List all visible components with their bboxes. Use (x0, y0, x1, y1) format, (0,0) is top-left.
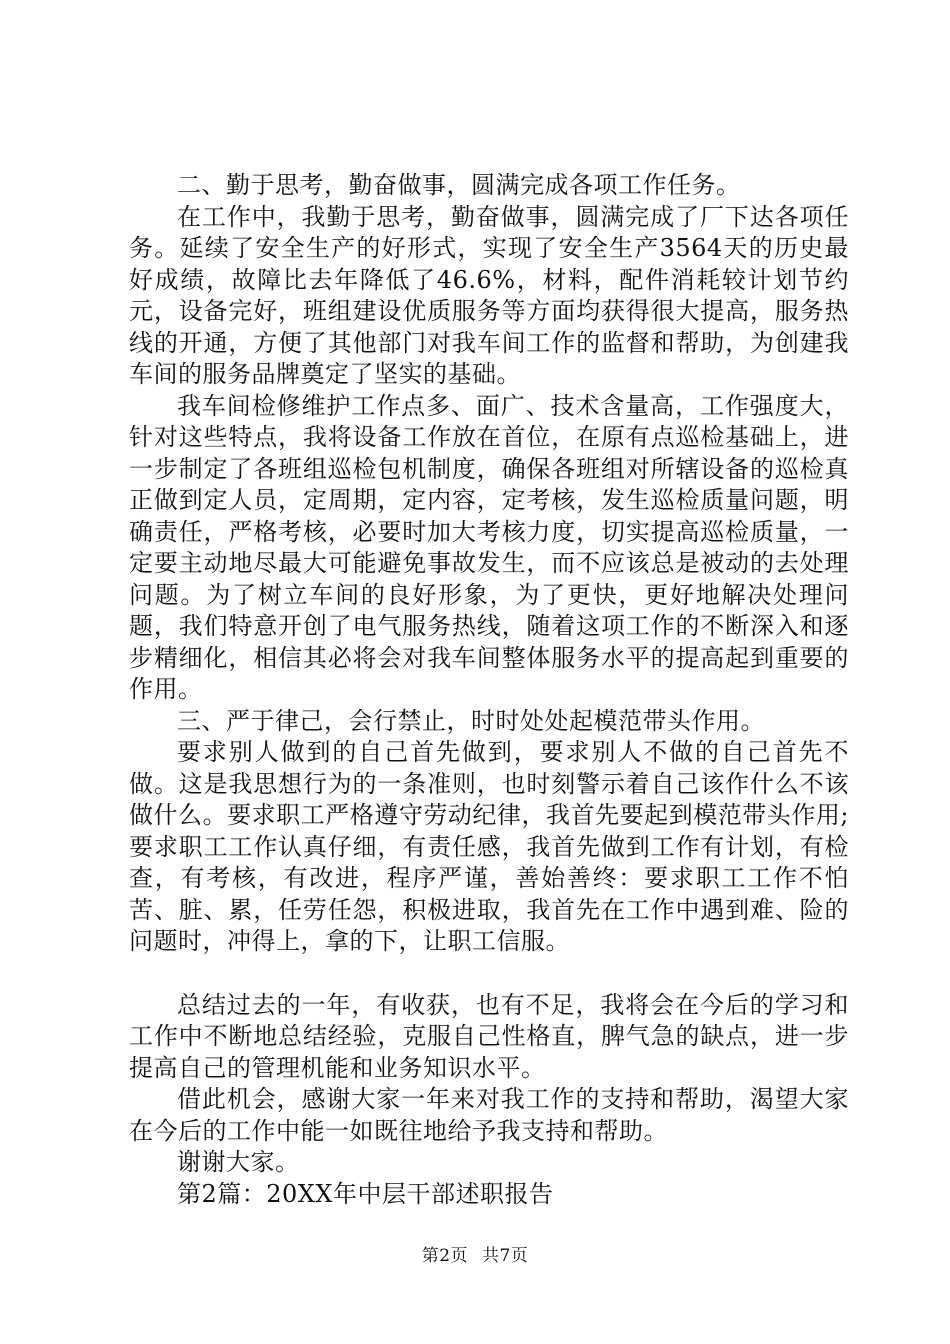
body-paragraph: 在工作中，我勤于思考，勤奋做事，圆满完成了厂下达各项任务。延续了安全生产的好形式，实现了安全生产3564天的历史最好成绩，故障比去年降低了46.6%，材料，配件消耗较计划节约元，设备完好，班组建设优质服务等方面均获得很大提高，服务热线的开通，方便了其他部门对我车间工作的监督和帮助，为创建我车间的服务品牌奠定了坚实的基础。 (129, 202, 849, 388)
page-footer (0, 1246, 950, 1266)
document-body (129, 170, 849, 1210)
thanks-paragraph: 借此机会，感谢大家一年来对我工作的支持和帮助，渴望大家在今后的工作中能一如既往地给予我支持和帮助。 (129, 1085, 849, 1145)
section-heading-two: 二、勤于思考，勤奋做事，圆满完成各项工作任务。 (177, 171, 741, 199)
body-paragraph: 要求别人做到的自己首先做到，要求别人不做的自己首先不做。这是我思想行为的一条准则，也时刻警示着自己该作什么不该做什么。要求职工严格遵守劳动纪律，我首先要起到模范带头作用;要求职工工作认真仔细，有责任感，我首先做到工作有计划，有检查，有考核，有改进，程序严谨，善始善终：要求职工工作不怕苦、脏、累，任劳任怨，积极进取，我首先在工作中遇到难、险的问题时，冲得上，拿的下，让职工信服。 (129, 738, 849, 955)
page-total: 共7页 (481, 1246, 529, 1266)
page-number: 第2页 (421, 1246, 469, 1266)
body-paragraph: 我车间检修维护工作点多、面广、技术含量高，工作强度大，针对这些特点，我将设备工作放在首位，在原有点巡检基础上，进一步制定了各班组巡检包机制度，确保各班组对所辖设备的巡检真正做到定人员，定周期，定内容，定考核，发生巡检质量问题，明确责任，严格考核，必要时加大考核力度，切实提高巡检质量，一定要主动地尽最大可能避免事故发生，而不应该总是被动的去处理问题。为了树立车间的良好形象，为了更快，更好地解决处理问题，我们特意开创了电气服务热线，随着这项工作的不断深入和逐步精细化，相信其必将会对我车间整体服务水平的提高起到重要的作用。 (129, 391, 849, 703)
closing-line: 谢谢大家。 (177, 1148, 300, 1176)
next-article-title: 第2篇：20XX年中层干部述职报告 (177, 1179, 554, 1208)
section-heading-three: 三、严于律己，会行禁止，时时处处起模范带头作用。 (177, 706, 765, 735)
summary-paragraph: 总结过去的一年，有收获，也有不足，我将会在今后的学习和工作中不断地总结经验，克服自己性格直，脾气急的缺点，进一步提高自己的管理机能和业务知识水平。 (129, 990, 849, 1082)
